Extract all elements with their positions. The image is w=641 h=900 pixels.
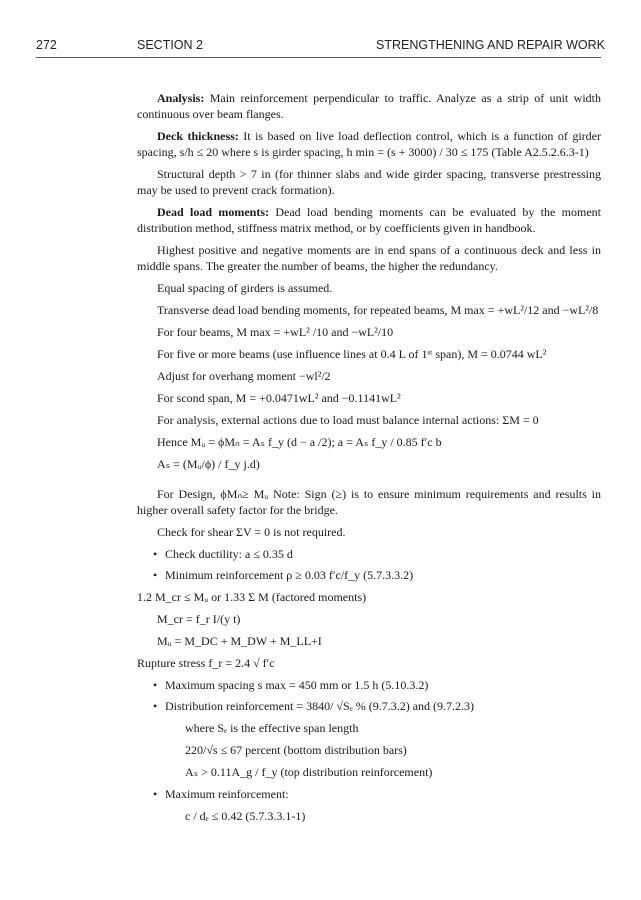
- section-label: SECTION 2: [137, 38, 203, 52]
- list-item: • Distribution reinforcement = 3840/ √Sₑ % (9.7.3.2) and (9.7.2.3): [137, 698, 601, 714]
- paragraph-text: Equal spacing of girders is assumed.: [157, 281, 333, 295]
- distribution-sub-line: Aₛ > 0.11A_g / f_y (top distribution reinforcement): [185, 765, 433, 779]
- equation-line: Hence Mᵤ = ϕMₙ = Aₛ f_y (d − a /2); a = Aₛ f_y / 0.85 f′c b: [157, 435, 442, 449]
- paragraph-design: For Design, ϕMₙ≥ Mᵤ Note: Sign (≥) is to ensure minimum requirements and results in higher overall safety factor for the bridge.: [137, 487, 601, 517]
- equation-mu: Mᵤ = M_DC + M_DW + M_LL+I: [157, 634, 322, 648]
- list-item: • Minimum reinforcement ρ ≥ 0.03 f′c/f_y (5.7.3.3.2): [137, 567, 601, 583]
- term-analysis: Analysis:: [157, 91, 205, 105]
- header-rule: [36, 57, 601, 58]
- paragraph-highest-moments: [137, 242, 601, 274]
- paragraph-text: Structural depth > 7 in (for thinner slabs and wide girder spacing, transverse prestressing may be used to prevent crack formation).: [137, 167, 601, 197]
- paragraph-analysis: [137, 90, 601, 122]
- term-dead-load: Dead load moments:: [157, 205, 270, 219]
- equation-line: For four beams, M max = +wL² /10 and −wL²/10: [157, 325, 394, 339]
- page-number: 272: [36, 38, 57, 52]
- page-header: [0, 38, 641, 58]
- equation-line: For analysis, external actions due to load must balance internal actions: ΣM = 0: [157, 413, 539, 427]
- paragraph-shear: Check for shear ΣV = 0 is not required.: [157, 525, 346, 539]
- list-item: • Check ductility: a ≤ 0.35 d: [137, 546, 601, 562]
- page-body: [137, 90, 601, 830]
- distribution-sub-line: where Sₑ is the effective span length: [185, 721, 359, 735]
- list-item: • Maximum reinforcement:: [137, 786, 601, 802]
- bullet-list-max: [137, 786, 601, 802]
- paragraph-transverse: [137, 302, 601, 318]
- term-deck-thickness: Deck thickness:: [157, 129, 239, 143]
- running-title: STRENGTHENING AND REPAIR WORK: [376, 38, 605, 52]
- paragraph-deck-thickness: [137, 128, 601, 160]
- equation-line: Adjust for overhang moment −wl²/2: [157, 369, 331, 383]
- paragraph-structural-depth: [137, 166, 601, 198]
- bullet-list-spacing: [137, 677, 601, 714]
- max-reinforcement-equation: c / dₑ ≤ 0.42 (5.7.3.3.1-1): [185, 809, 306, 823]
- equation-mcr: M_cr = f_r I/(y t): [157, 612, 241, 626]
- list-item: • Maximum spacing s max = 450 mm or 1.5 h (5.10.3.2): [137, 677, 601, 693]
- paragraph-text: It is based on live load deflection control, which is a function of girder spacing, s/h ≤ 20 where s is girder spacing, h min = (s + 3000) / 30 ≤ 175 (Table A2.5.2.6.3-1): [137, 129, 601, 159]
- rupture-stress-line: Rupture stress f_r = 2.4 √ f′c: [137, 656, 275, 670]
- paragraph-text: Dead load bending moments can be evaluated by the moment distribution method, stiffness matrix method, or by coefficients given in handbook.: [137, 205, 602, 235]
- factored-moment-line: 1.2 M_cr ≤ Mᵤ or 1.33 Σ M (factored moments): [137, 590, 367, 604]
- paragraph-text: Highest positive and negative moments are in end spans of a continuous deck and less in middle spans. The greater the number of beams, the higher the redundancy.: [137, 243, 601, 273]
- paragraph-equal-spacing: [137, 280, 601, 296]
- equation-line: For five or more beams (use influence lines at 0.4 L of 1ˢᵗ span), M = 0.0744 wL²: [157, 347, 547, 361]
- paragraph-dead-load: [137, 204, 601, 236]
- bullet-list-checks: [137, 546, 601, 583]
- paragraph-text: Transverse dead load bending moments, for repeated beams, M max = +wL²/12 and −wL²/8: [157, 303, 599, 317]
- paragraph-text: Main reinforcement perpendicular to traffic. Analyze as a strip of unit width continuous over beam flanges.: [137, 91, 601, 121]
- equation-line: Aₛ = (Mᵤ/ϕ) / f_y j.d): [157, 457, 260, 471]
- equation-line: For scond span, M = +0.0471wL² and −0.1141wL²: [157, 391, 401, 405]
- distribution-sub-line: 220/√s ≤ 67 percent (bottom distribution bars): [185, 743, 407, 757]
